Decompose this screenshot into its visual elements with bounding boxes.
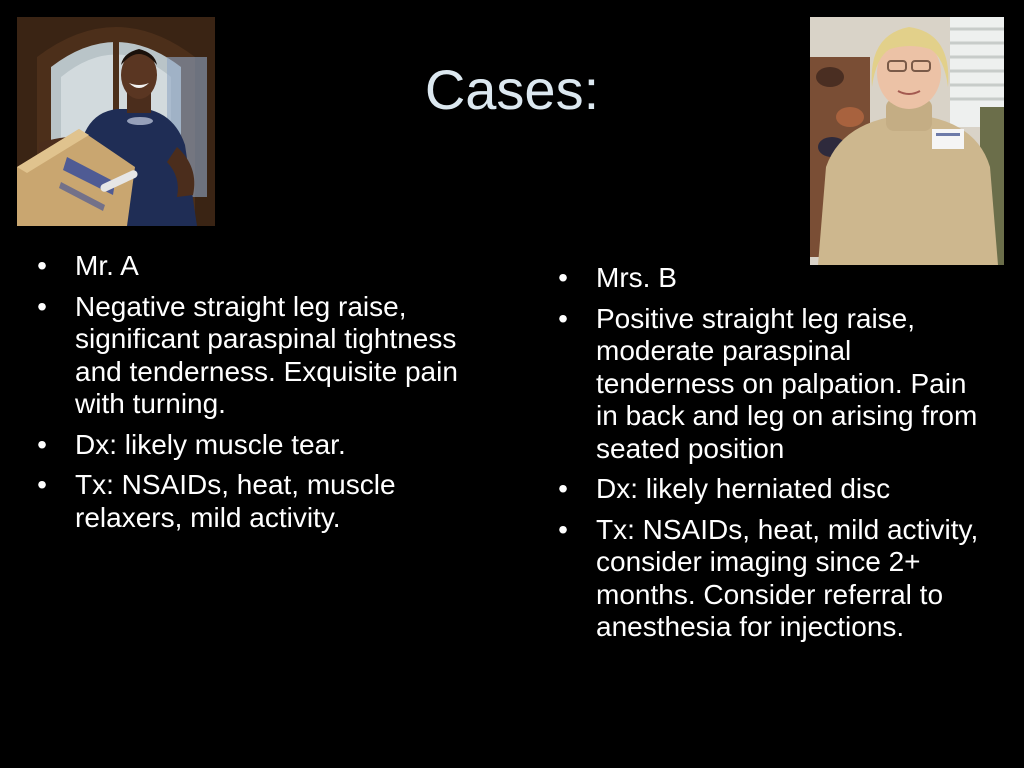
case-a-findings: Negative straight leg raise, significant paraspinal tightness and tenderness. Exquisite pain with turning. — [75, 290, 458, 419]
bullet-marker: • — [37, 250, 47, 281]
case-b-diagnosis-item — [553, 473, 993, 506]
case-a-column — [32, 250, 472, 542]
bullet-marker: • — [37, 469, 47, 500]
bullet-marker: • — [558, 262, 568, 293]
case-a-treatment-item — [32, 469, 472, 534]
case-b-bullet-list — [553, 262, 993, 644]
slide-title: Cases: — [424, 58, 600, 121]
case-a-bullet-list — [32, 250, 472, 534]
case-a-diagnosis: Dx: likely muscle tear. — [75, 428, 346, 460]
case-b-name: Mrs. B — [596, 262, 677, 293]
bullet-marker: • — [558, 513, 568, 545]
case-a-treatment: Tx: NSAIDs, heat, muscle relaxers, mild activity. — [75, 469, 396, 533]
bullet-marker: • — [37, 290, 47, 322]
case-b-findings-item — [553, 303, 993, 466]
case-b-name-item — [553, 262, 993, 295]
case-b-treatment-item — [553, 514, 993, 644]
case-a-name: Mr. A — [75, 250, 139, 281]
bullet-marker: • — [37, 428, 47, 460]
case-a-findings-item — [32, 291, 472, 421]
bullet-marker: • — [558, 302, 568, 334]
woman-photo — [810, 17, 1004, 265]
case-b-diagnosis: Dx: likely herniated disc — [596, 473, 891, 504]
delivery-man-photo — [17, 17, 215, 226]
bullet-marker: • — [558, 473, 568, 504]
case-b-findings: Positive straight leg raise, moderate paraspinal tenderness on palpation. Pain in back and leg on arising from seated position — [596, 302, 978, 464]
case-a-name-item — [32, 250, 472, 283]
case-b-column — [553, 262, 993, 652]
case-b-treatment: Tx: NSAIDs, heat, mild activity, consider imaging since 2+ months. Consider referral to anesthesia for injections. — [596, 513, 979, 642]
case-a-diagnosis-item — [32, 429, 472, 462]
